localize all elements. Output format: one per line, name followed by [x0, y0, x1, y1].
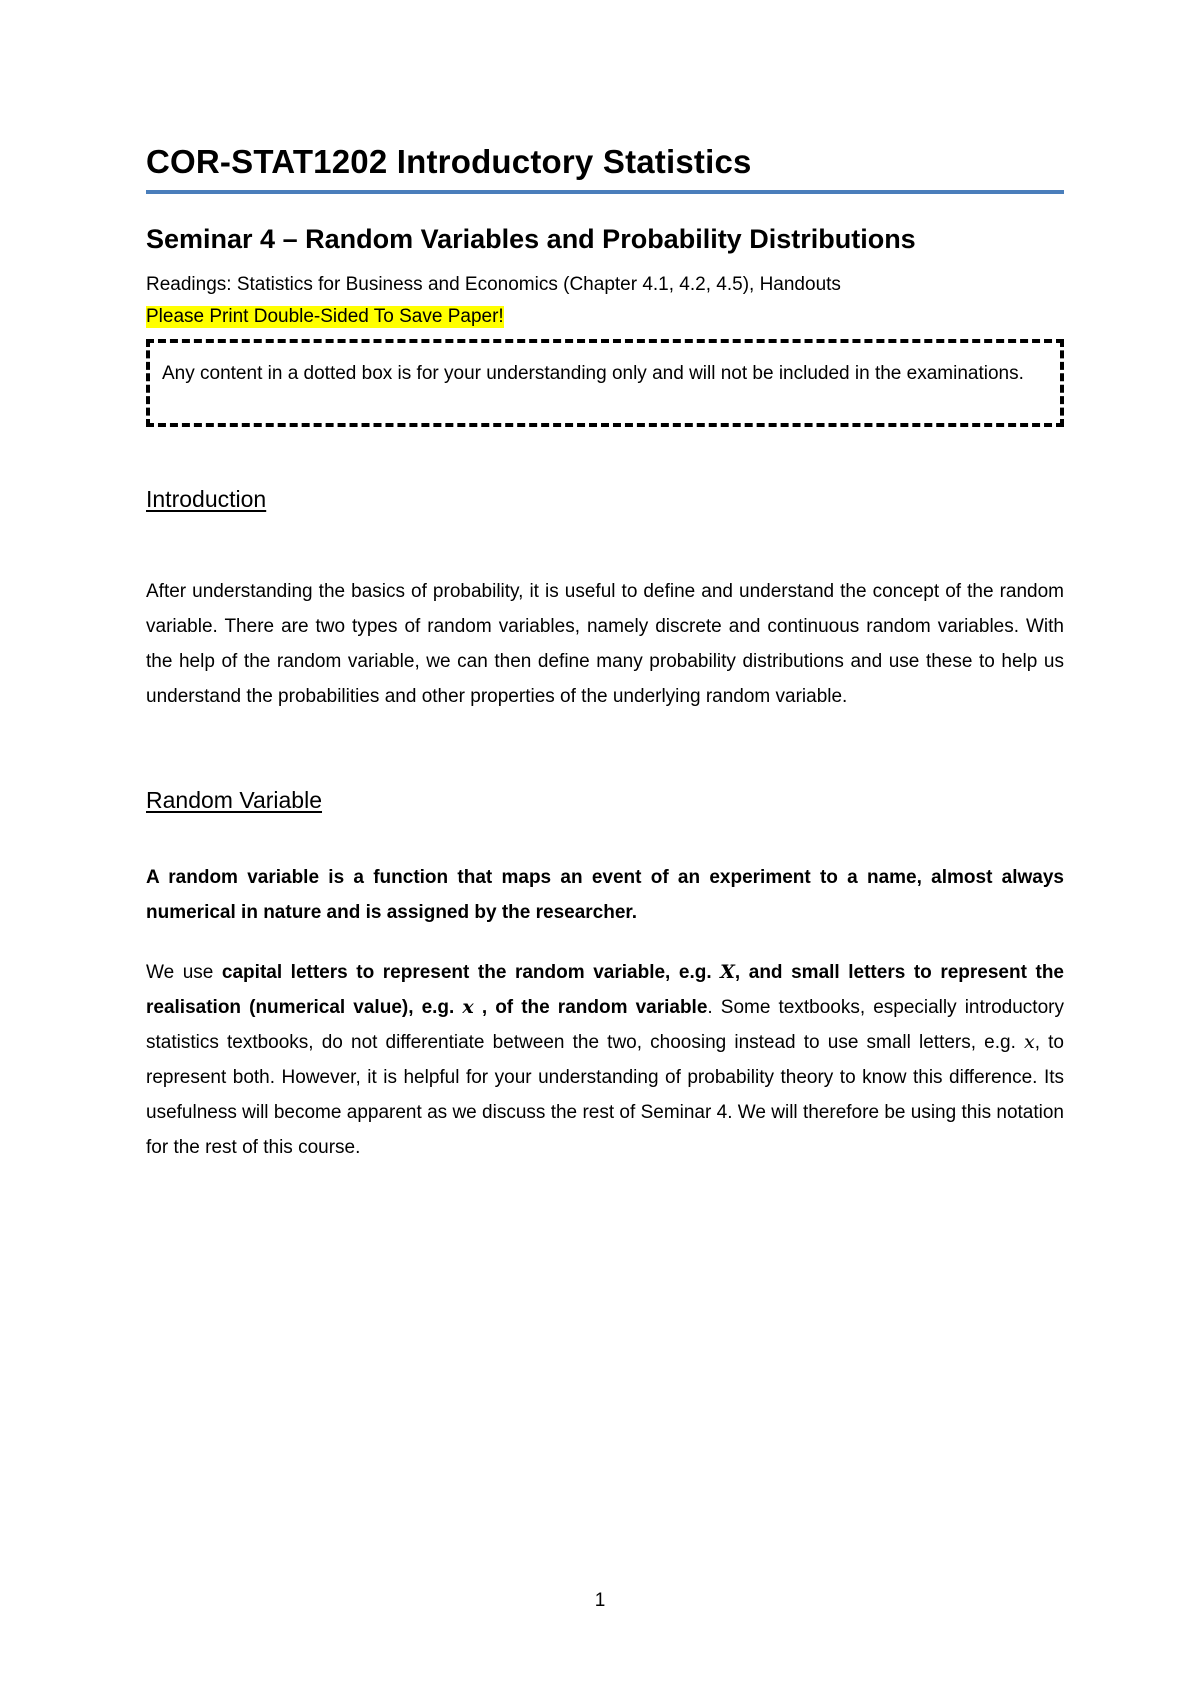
- notation-bold-3: , of the random variable: [473, 997, 708, 1018]
- course-title: COR-STAT1202 Introductory Statistics: [146, 143, 752, 180]
- notation-bold-1: capital letters to represent the random variable, e.g.: [221, 962, 721, 983]
- introduction-paragraph: After understanding the basics of probability, it is useful to define and understand the concept of the random variable. There are two types of random variables, namely discrete and continuous random variables. With the help of the random variable, we can then define many probability distributions and use these to help us understand the probabilities and other properties of the underlying random variable.: [146, 581, 1064, 707]
- notation-text-3: , to represent both. However, it is helpful for your understanding of probability theory to know this difference. Its usefulness will become apparent as we discuss the rest of Seminar 4. We will therefore be using this notation for the rest of this course.: [146, 1032, 1064, 1158]
- notation-text-1: We use: [146, 962, 222, 983]
- math-capital-x: X: [720, 961, 735, 983]
- print-note-highlight: Please Print Double-Sided To Save Paper!: [146, 306, 504, 327]
- seminar-title: Seminar 4 – Random Variables and Probability Distributions: [146, 224, 916, 254]
- random-variable-definition: A random variable is a function that maps an event of an experiment to a name, almost always numerical in nature and is assigned by the researcher.: [146, 867, 1064, 923]
- math-small-x: x: [462, 996, 474, 1018]
- readings-line: Readings: Statistics for Business and Economics (Chapter 4.1, 4.2, 4.5), Handouts: [146, 274, 841, 295]
- random-variable-heading: Random Variable: [146, 787, 323, 813]
- notation-paragraph: [146, 955, 1064, 1165]
- math-small-x-2: x: [1024, 1031, 1035, 1053]
- title-rule: [146, 190, 1064, 194]
- dotted-notice-box: [146, 339, 1064, 427]
- notice-text: Any content in a dotted box is for your understanding only and will not be included in the examinations.: [162, 363, 1024, 384]
- notation-bold-2: , and small letters to represent the realisation (numerical value), e.g.: [146, 962, 1064, 1018]
- page-number: 1: [594, 1590, 606, 1611]
- notation-text-2: . Some textbooks, especially introductory statistics textbooks, do not differentiate between the two, choosing instead to use small letters, e.g.: [146, 997, 1064, 1053]
- introduction-heading: Introduction: [146, 486, 267, 512]
